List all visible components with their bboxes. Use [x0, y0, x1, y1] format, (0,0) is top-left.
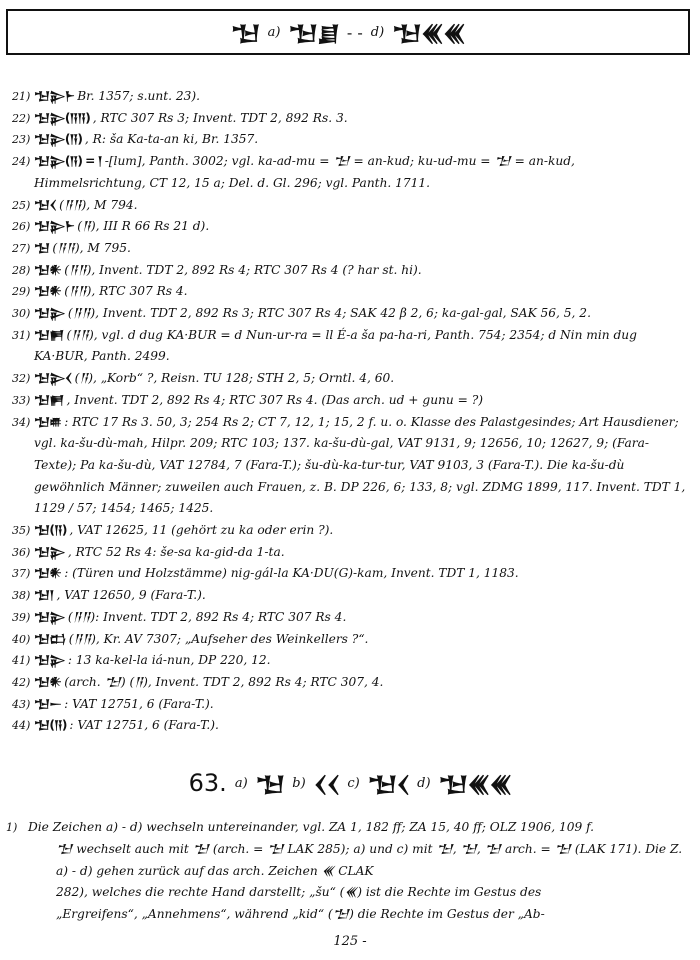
footnote-line: Die Zeichen a) - d) wechseln untereinander, vgl. ZA 1, 182 ff; ZA 15, 40 ff; OLZ 1906, 109 f.	[28, 820, 595, 834]
entry-row	[12, 260, 688, 282]
footnote-number: 1)	[6, 821, 18, 834]
entry-row	[12, 303, 688, 325]
entry-text: (𒀀𒀀), RTC 307 Rs 4.	[64, 284, 188, 299]
section-sign-b-icon: 𒌋𒌋	[313, 773, 340, 798]
cuneiform-sign-icon: 𒈠𒂍	[34, 327, 64, 342]
entry-row	[12, 715, 688, 737]
entry-row	[12, 563, 688, 585]
cuneiform-sign-icon: 𒈠𒉌(𒀀)	[34, 132, 82, 147]
entry-row	[12, 129, 688, 151]
cuneiform-sign-icon: 𒈠𒀸	[34, 696, 62, 711]
entry-row	[12, 195, 688, 217]
entry-row	[12, 108, 688, 130]
section-sign-c-icon: 𒈠𒌋	[367, 773, 410, 798]
entry-text: , RTC 307 Rs 3; Invent. TDT 2, 892 Rs. 3.	[92, 110, 348, 125]
header-label-a: a)	[267, 24, 281, 40]
footnote	[6, 817, 684, 926]
entry-number: 37)	[12, 567, 31, 581]
entry-row	[12, 585, 688, 607]
cuneiform-sign-icon: 𒈠𒉌	[34, 609, 65, 624]
cuneiform-sign-icon: 𒈠𒉌𒌋	[34, 371, 72, 386]
header-sign-d-icon: 𒈠𒌍𒌍	[392, 22, 465, 47]
entry-text: -[lum], Panth. 3002; vgl. ka-ad-mu = 𒈠 = an-kud; ku-ud-mu = 𒈠 = an-kud, Himmelsrichtung, CT 12, 15 a; Del. d. Gl. 296; vgl. Panth. 1711.	[34, 154, 575, 190]
entry-number: 42)	[12, 675, 31, 689]
entry-text: (𒀀𒀀): Invent. TDT 2, 892 Rs 4; RTC 307 Rs 4.	[67, 609, 347, 624]
entry-row	[12, 368, 688, 390]
section-label-c: c)	[347, 775, 360, 791]
entry-number: 27)	[12, 241, 31, 255]
entry-number: 44)	[12, 719, 31, 733]
page-number: 125 -	[333, 934, 367, 949]
entry-text: (𒀀), „Korb“ ?, Reisn. TU 128; STH 2, 5; Orntl. 4, 60.	[74, 371, 395, 386]
entry-number: 43)	[12, 697, 31, 711]
entry-text: (arch. 𒈠) (𒀀), Invent. TDT 2, 892 Rs 4; RTC 307, 4.	[64, 674, 384, 689]
entry-number: 34)	[12, 415, 31, 429]
entry-row	[12, 216, 688, 238]
cuneiform-sign-icon: 𒈠𒌋	[34, 197, 57, 212]
entry-number: 39)	[12, 610, 31, 624]
section-heading	[0, 763, 700, 803]
section-label-b: b)	[292, 775, 306, 791]
entry-number: 41)	[12, 654, 31, 668]
cuneiform-sign-icon: 𒈠𒀭	[34, 284, 62, 299]
entry-number: 22)	[12, 111, 31, 125]
entry-number: 40)	[12, 632, 31, 646]
entry-text: (𒀀𒀀), vgl. d dug KA·BUR = d Nun-ur-ra = ll É-a ša pa-ha-ri, Panth. 754; 2354; d Nin min dug KA·BUR, Panth. 2499.	[34, 327, 637, 364]
cuneiform-sign-icon: 𒈠𒂍	[34, 392, 64, 407]
entry-row	[12, 542, 688, 564]
entry-text: : 13 ka-kel-la iá-nun, DP 220, 12.	[67, 653, 271, 668]
cuneiform-sign-icon: 𒈠𒉌(𒀀𒀀)	[34, 110, 90, 125]
cuneiform-sign-icon: 𒈠	[34, 240, 50, 255]
entry-number: 23)	[12, 133, 31, 147]
entry-text: (𒀀𒀀), Invent. TDT 2, 892 Rs 4; RTC 307 Rs 4 (? har st. hi).	[64, 262, 422, 277]
cuneiform-sign-icon: 𒈠𒀭	[34, 566, 62, 581]
entry-number: 30)	[12, 307, 31, 321]
entry-number: 32)	[12, 372, 31, 386]
cuneiform-sign-icon: 𒈠(𒀀)	[34, 718, 67, 733]
header-sign-icon: 𒈠	[231, 22, 260, 47]
entry-text: : VAT 12751, 6 (Fara-T.).	[69, 718, 219, 733]
entry-number: 24)	[12, 155, 31, 169]
section-sign-d-icon: 𒈠𒌍𒌍	[438, 773, 512, 798]
entry-row	[12, 325, 688, 368]
entry-number: 26)	[12, 220, 31, 234]
header-label-d: d)	[370, 24, 385, 40]
entry-row	[12, 390, 688, 412]
cuneiform-sign-icon: 𒈠𒉌𒈨	[34, 219, 75, 234]
entry-text: , RTC 52 Rs 4: še-sa ka-gid-da 1-ta.	[67, 544, 285, 559]
cuneiform-sign-icon: 𒈠𒉌	[34, 544, 65, 559]
entry-number: 36)	[12, 545, 31, 559]
cuneiform-sign-icon: 𒈠𒉌	[34, 653, 65, 668]
entry-text: (𒀀𒀀), M 795.	[52, 240, 131, 255]
cuneiform-sign-icon: 𒈠𒁹	[34, 588, 54, 603]
entry-row	[12, 650, 688, 672]
entry-row	[12, 520, 688, 542]
section-number: 63.	[188, 769, 227, 797]
entry-text: : RTC 17 Rs 3. 50, 3; 254 Rs 2; CT 7, 12, 1; 15, 2 f. u. o. Klasse des Palastgesindes; Art Hausdiener; vgl. ka-šu-dù-mah, Hilpr. 209; RTC 103; 137. ka-šu-dù-gal, VAT 9131, 9; 12656, 10; 12627, 9; (Fara-Texte); Pa ka-šu-dù, VAT 12784, 7 (Fara-T.); šu-dù-ka-tur-tur, VAT 9103, 3 (Fara-T.). Die ka-šu-dù gewöhnlich Männer; zuweilen auch Frauen, z. B. DP 226, 6; 133, 8; vgl. ZDMG 1899, 117. Invent. TDT 1, 1129 / 57; 1454; 1465; 1425.	[34, 414, 686, 516]
section-label-d: d)	[417, 775, 431, 791]
entry-row	[12, 629, 688, 651]
entry-text: , Invent. TDT 2, 892 Rs 4; RTC 307 Rs 4. (Das arch. ud + gunu = ?)	[66, 392, 483, 407]
entry-text: , VAT 12625, 11 (gehört zu ka oder erin ?).	[69, 523, 334, 538]
entry-row	[12, 151, 688, 194]
cuneiform-sign-icon: 𒈠𒀭	[34, 674, 62, 689]
entry-row	[12, 281, 688, 303]
header-sign-a-icon: 𒈠𒋗	[288, 22, 339, 47]
section-sign-a-icon: 𒈠	[255, 773, 285, 798]
cuneiform-sign-icon: 𒈠𒌑	[34, 414, 62, 429]
entry-row	[12, 412, 688, 521]
cuneiform-sign-icon: 𒈠𒉌𒈨	[34, 89, 75, 103]
entry-list	[12, 86, 688, 737]
entry-row	[12, 694, 688, 716]
entry-text: , R: ša Ka-ta-an ki, Br. 1357.	[84, 132, 259, 147]
cuneiform-sign-icon: 𒈠𒆗	[34, 631, 66, 646]
entry-number: 33)	[12, 393, 31, 407]
entry-text: (𒀀𒀀), Invent. TDT 2, 892 Rs 3; RTC 307 Rs 4; SAK 42 β 2, 6; ka-gal-gal, SAK 56, 5, 2.	[67, 306, 591, 321]
entry-text: , VAT 12650, 9 (Fara-T.).	[56, 588, 206, 603]
entry-number: 25)	[12, 198, 31, 212]
entry-number: 35)	[12, 524, 31, 538]
entry-row	[12, 238, 688, 260]
header-separator: - -	[346, 22, 363, 42]
cuneiform-sign-icon: 𒈠𒉌(𒀀) = 𒁹	[34, 154, 102, 169]
footnote-line: 282), welches die rechte Hand darstellt; „šu“ (𒌍) ist die Rechte im Gestus des	[56, 885, 542, 900]
entry-text: Br. 1357; s.unt. 23).	[77, 89, 200, 103]
entry-text: : (Türen und Holzstämme) nig-gál-la KA·DU(G)-kam, Invent. TDT 1, 1183.	[64, 566, 519, 581]
entry-text: (𒀀𒀀), Kr. AV 7307; „Aufseher des Weinkellers ?“.	[68, 631, 369, 646]
entry-text: : VAT 12751, 6 (Fara-T.).	[64, 696, 214, 711]
entry-text: (𒀀), III R 66 Rs 21 d).	[77, 219, 210, 234]
entry-text: (𒀀𒀀), M 794.	[59, 197, 138, 212]
cuneiform-sign-icon: 𒈠𒀭	[34, 262, 62, 277]
cuneiform-sign-icon: 𒈠𒉌	[34, 306, 65, 321]
cuneiform-sign-icon: 𒈠(𒀀)	[34, 523, 67, 538]
section-label-a: a)	[234, 775, 248, 791]
entry-row	[12, 86, 688, 108]
entry-number: 29)	[12, 285, 31, 299]
entry-number: 21)	[12, 90, 31, 103]
entry-number: 31)	[12, 328, 31, 342]
footnote-line: „Ergreifens“, „Annehmens“, während „kid“ (𒈠) die Rechte im Gestus der „Ab-	[56, 907, 545, 922]
header-box	[6, 9, 690, 55]
footnote-line: 𒈠 wechselt auch mit 𒈠 (arch. = 𒈠 LAK 285); a) und c) mit 𒈠, 𒈠, 𒈠 arch. = 𒈠 (LAK 171). Die Z. a) - d) gehen zurück auf das arch. Zeichen 𒌍 CLAK	[56, 841, 683, 878]
entry-number: 38)	[12, 589, 31, 603]
entry-row	[12, 672, 688, 694]
entry-number: 28)	[12, 263, 31, 277]
entry-row	[12, 607, 688, 629]
